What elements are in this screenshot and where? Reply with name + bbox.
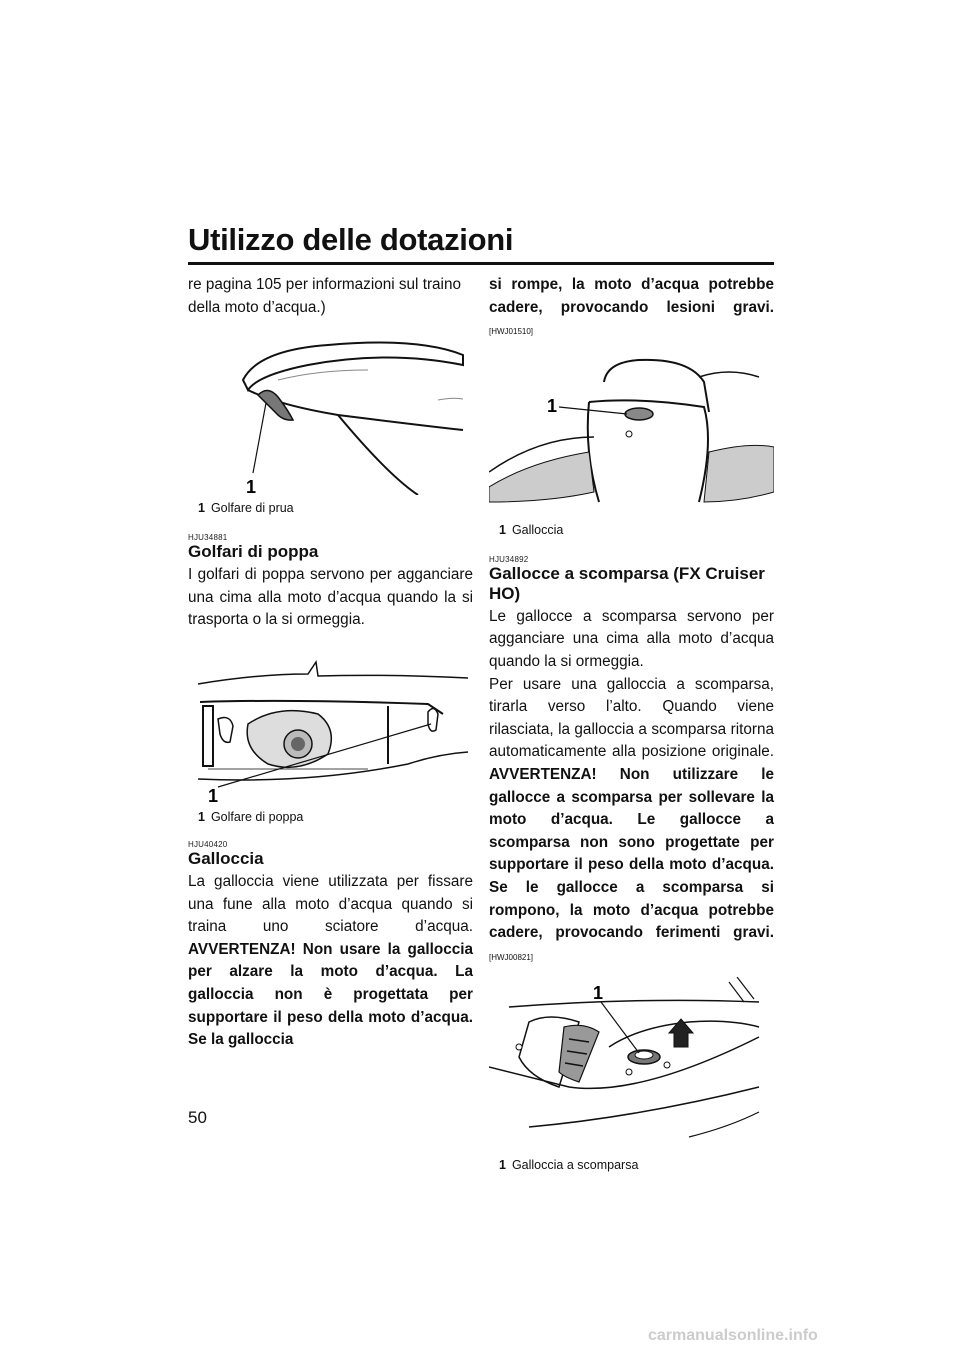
warning-continued — [489, 274, 774, 344]
caption-text: Galloccia — [511, 522, 564, 537]
section-body: I golfari di poppa servono per agganciare una cima alla moto d’acqua quando la si trasporta o la si ormeggia. — [188, 566, 473, 629]
figure-caption — [188, 501, 473, 515]
pop-up-cleat-illustration — [489, 977, 774, 1152]
section-heading: Galloccia — [188, 848, 264, 868]
bow-eye-illustration — [188, 325, 473, 495]
body-text: La galloccia viene utilizzata per fissare una fune alla moto d’acqua quando si traina uno sciatore d’acqua. — [188, 872, 473, 936]
section-body: Le gallocce a scomparsa servono per agganciare una cima alla moto d’acqua quando la si ormeggia. — [489, 607, 774, 670]
section-code: HJU34892 — [489, 554, 529, 564]
intro-paragraph: re pagina 105 per informazioni sul traino della moto d’acqua.) — [188, 276, 461, 316]
warning-code: [HWJ01510] — [489, 327, 534, 337]
figure-caption — [188, 810, 473, 824]
figure-pop-up-cleat — [489, 977, 774, 1172]
page-title: Utilizzo delle dotazioni — [188, 222, 514, 257]
figure-caption — [489, 523, 774, 537]
figure-callout: 1 — [547, 395, 558, 416]
figure-bow-eye — [188, 325, 473, 515]
figure-cleat — [489, 352, 774, 537]
figure-callout: 1 — [208, 785, 219, 804]
caption-number: 1 — [198, 809, 205, 824]
cleat-illustration — [489, 352, 774, 517]
warning-text: AVVERTENZA! Non usare la galloccia per alzare la moto d’acqua. La galloccia non è progettata per supportare il peso della moto d’acqua. Se la galloccia — [188, 940, 473, 1049]
warning-text: AVVERTENZA! Non utilizzare le gallocce a scomparsa per sollevare la moto d’acqua. Le gallocce a scomparsa non sono progettate per supportare il peso della moto d’acqua. Se le gallocce a scomparsa si rompono, la moto d’acqua potrebbe cadere, provocando ferimenti gravi. — [489, 765, 774, 942]
footer-watermark[interactable]: carmanualsonline.info — [648, 1327, 818, 1344]
section-code: HJU40420 — [188, 839, 228, 849]
section-body — [489, 674, 774, 970]
right-column — [489, 274, 774, 1172]
warning-code: [HWJ00821] — [489, 952, 534, 962]
caption-text: Galloccia a scomparsa — [511, 1158, 639, 1173]
figure-caption — [489, 1158, 774, 1172]
caption-number: 1 — [499, 522, 506, 537]
figure-callout: 1 — [593, 983, 604, 1004]
section-code: HJU34881 — [188, 533, 228, 543]
caption-number: 1 — [198, 501, 205, 516]
page-number: 50 — [188, 1108, 207, 1127]
left-column — [188, 274, 473, 1052]
title-rule — [188, 262, 774, 265]
section-body — [188, 871, 473, 1052]
caption-text: Golfare di prua — [210, 501, 294, 516]
body-text: Per usare una galloccia a scomparsa, tirarla verso l’alto. Quando viene rilasciata, la galloccia a scomparsa ritorna automaticamente alla posizione originale. — [489, 675, 774, 761]
figure-callout: 1 — [246, 477, 257, 496]
figure-stern-eye — [188, 644, 473, 824]
section-heading: Gallocce a scomparsa (FX Cruiser HO) — [489, 563, 765, 603]
warning-text: si rompe, la moto d’acqua potrebbe cadere, provocando lesioni gravi. — [489, 276, 774, 316]
caption-text: Golfare di poppa — [210, 809, 304, 824]
stern-eye-illustration — [188, 644, 473, 804]
section-heading: Golfari di poppa — [188, 542, 319, 562]
caption-number: 1 — [499, 1158, 506, 1173]
